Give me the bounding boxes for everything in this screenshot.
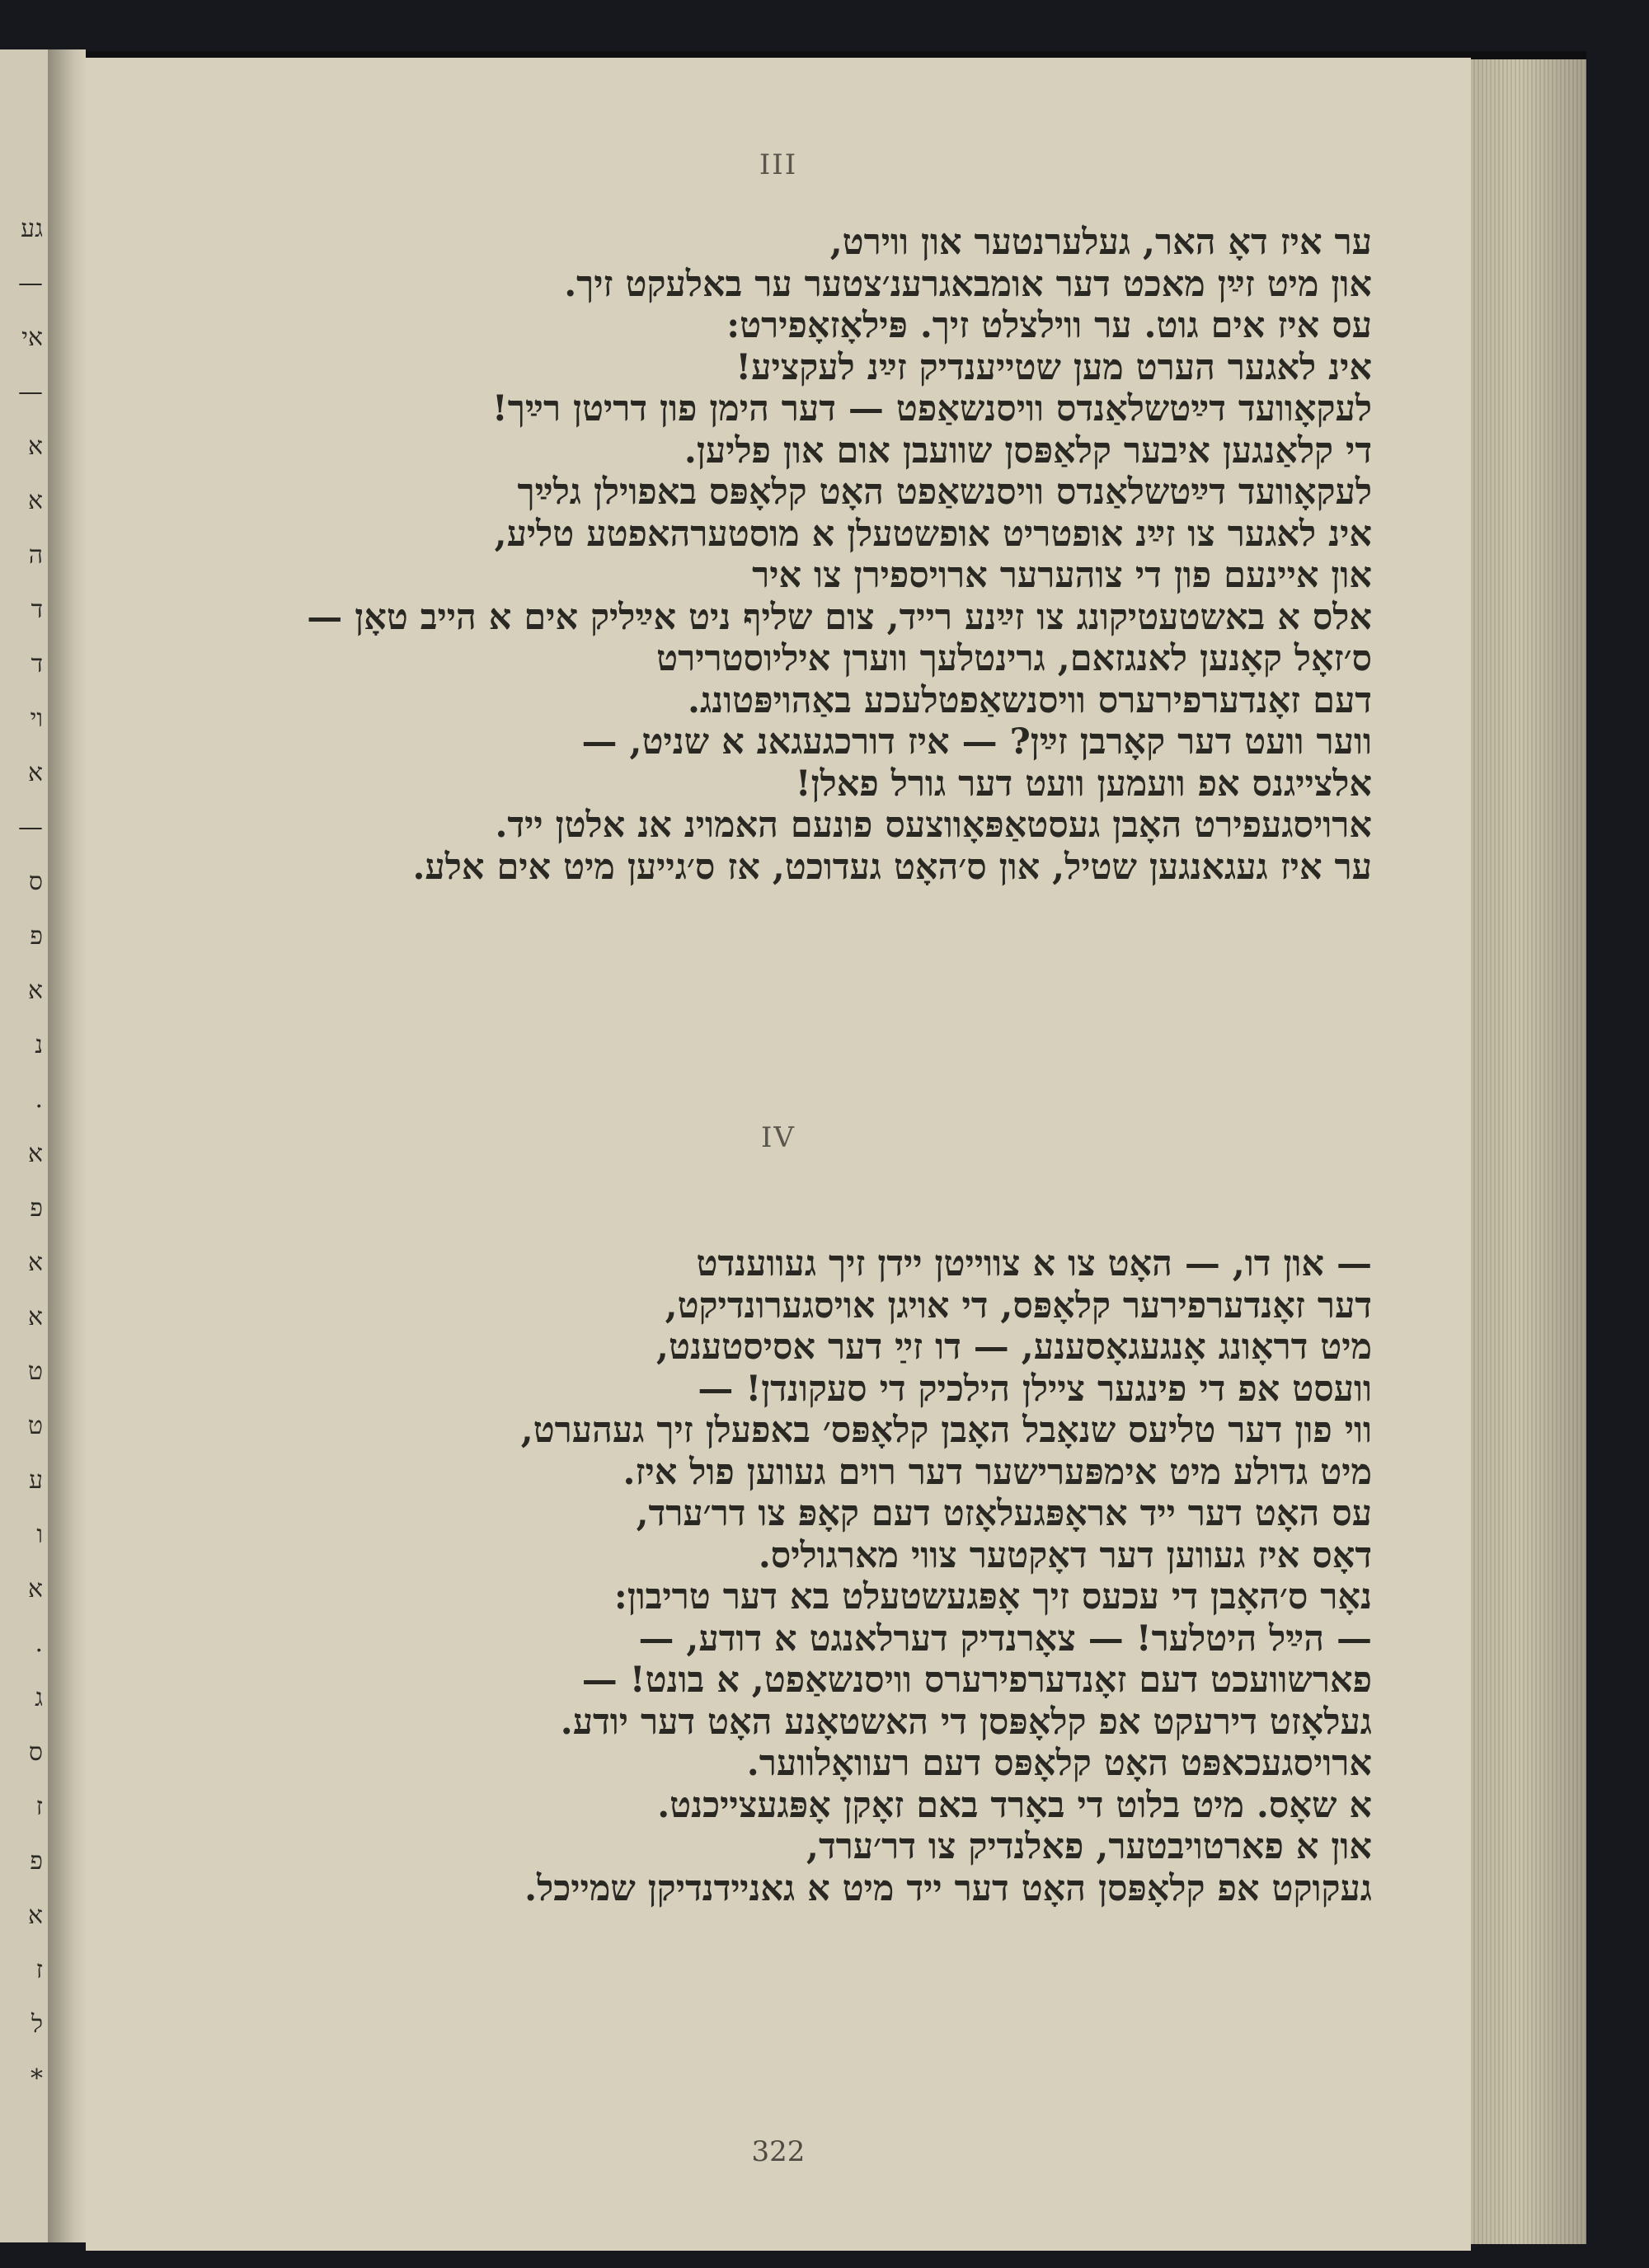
left-page-fragment: נ <box>35 1031 43 1059</box>
poem-line: ווי פון דער טליעס שנאָבל האָבן קלאָפּס׳ באפעלן זיך געהערט, <box>520 1410 1372 1451</box>
poem-line: דעם זאָנדערפירערס וויסנשאַפטלעכע באַהויפּטונג. <box>688 679 1372 721</box>
left-page-fragment: ג <box>35 1683 43 1712</box>
left-page-fragment: אי <box>21 323 43 352</box>
poem-line: געקוקט אפ קלאָפּסן האָט דער ייד מיט א גאנײדנדיקן שמייכל. <box>524 1867 1372 1909</box>
cover-top <box>0 0 1649 51</box>
left-page-fragment: — <box>18 269 43 298</box>
poem-line: נאָר ס׳האָבן די עכעס זיך אָפּגעשטעלט בא דער טריבון: <box>613 1576 1372 1618</box>
left-page-fragment: א <box>27 1901 43 1930</box>
left-page-fragment: פ <box>30 1194 43 1223</box>
left-page-fragment: ו <box>36 1520 43 1549</box>
poem-line: עס האָט דער ייד אראָפּגעלאָזט דעם קאָפּ צו דר׳ערד, <box>636 1493 1372 1534</box>
section-number: III <box>759 148 798 181</box>
left-page-fragment: א <box>27 976 43 1005</box>
left-page-fragment: וי <box>30 704 43 733</box>
poem-line: און א פארטויבטער, פאלנדיק צו דר׳ערד, <box>806 1826 1372 1867</box>
left-page-fragment: ד <box>31 650 43 679</box>
left-page-fragment: ז <box>35 1792 43 1821</box>
poem-line: פארשוועכט דעם זאָנדערפירערס וויסנשאַפט, א בונט! — <box>581 1660 1372 1701</box>
left-page-fragment: ה <box>28 541 43 570</box>
left-page-fragment: פ <box>30 922 43 951</box>
poem-line: ער איז דאָ האר, געלערנטער און ווירט, <box>829 222 1372 263</box>
left-page-fragment: . <box>35 1085 43 1114</box>
page-number: 322 <box>751 2135 806 2168</box>
left-page-fragment: ט <box>27 1357 43 1386</box>
left-page-fragment: א <box>27 1139 43 1168</box>
poem-line: און מיט זײַן מאכט דער אומבאגרענ׳צטער ער באלעקט זיך. <box>564 263 1372 305</box>
left-page-fragment: א <box>27 432 43 461</box>
poem-line: א שאָס. מיט בלוט די באָרד באם זאָקן אָפּגעצייכנט. <box>657 1784 1372 1826</box>
left-page-fragment: ל <box>31 2010 43 2039</box>
left-page-fragment: א <box>27 758 43 787</box>
poem-line: דאָס איז געווען דער דאָקטער צווי מארגוליס. <box>758 1534 1372 1576</box>
poem-line: אלס א באשטעטיקונג צו זײַנע רייד, צום שליף ניט אײַליק אים א הייב טאָן — <box>307 596 1372 638</box>
left-page-edge <box>0 49 48 2242</box>
left-page-fragment: ד <box>31 595 43 624</box>
poem-line: און איינעם פון די צוהערער ארויספירן צו איר <box>752 555 1372 596</box>
left-page-fragment: . <box>35 1629 43 1658</box>
left-page-fragment: ז <box>35 1956 43 1984</box>
cover-right <box>1586 0 1649 2268</box>
poem-line: עס איז אים גוט. ער ווילצלט זיך. פּילאָזאָפירט: <box>726 305 1372 346</box>
poem-line: ארויסגעפירט האָבן געסטאַפּאָווצעס פונעם האמוינ אנ אלטן ייד. <box>495 805 1372 846</box>
poem-line: מיט גדולע מיט אימפּערישער דער רוים געווען פול איז. <box>622 1451 1372 1493</box>
section-number: IV <box>761 1121 796 1154</box>
left-page-fragment: ט <box>27 1411 43 1440</box>
left-page-fragment: — <box>18 378 43 406</box>
left-page-fragment: — <box>18 813 43 842</box>
right-page <box>86 58 1471 2251</box>
left-page-fragment: פ <box>30 1847 43 1876</box>
left-page-fragment: ס <box>28 1738 43 1767</box>
left-page-fragment: ע <box>29 1466 43 1495</box>
poem-line: אלצייגנס אפ וועמען וועט דער גורל פאלן! <box>795 763 1372 805</box>
poem-line: אינ לאגער צו זײַנ אופטריט אופשטעלן א מוסטערהאפטע טליע, <box>494 513 1372 555</box>
poem-line: ארויסגעכאפּט האָט קלאָפּס דעם רעוואָלווער. <box>746 1743 1372 1784</box>
left-page-fragment: א <box>27 1303 43 1331</box>
poem-line: אינ לאגער הערט מען שטייענדיק זײַנ לעקציע! <box>735 346 1372 388</box>
poem-line: מיט דראָונג אָנגעגאָסענע, — דו זײַ דער אסיסטענט, <box>656 1327 1372 1368</box>
poem-line: — הײַל היטלער! — צאָרנדיק דערלאנגט א דודע, — <box>638 1618 1372 1660</box>
poem-line: וועסט אפ די פינגער ציילן הילכיק די סעקונדן! — <box>698 1368 1372 1410</box>
poem-line: לעקאָוועד דײַטשלאַנדס וויסנשאַפט האָט קלאָפּס באפוילן גלײַך <box>517 472 1372 513</box>
poem-line: ס׳זאָל קאָנען לאנגזאם, גרינטלעך ווערן איליוסטרירט <box>656 638 1372 679</box>
book-gutter <box>48 49 86 2242</box>
left-page-fragment: א <box>27 1248 43 1277</box>
poem-line: ער איז געגאנגען שטיל, און ס׳האָט געדוכט, אז ס׳גייען מיט אים אלע. <box>412 846 1372 888</box>
left-page-fragment: א <box>27 486 43 515</box>
left-page-fragment: ס <box>28 867 43 896</box>
poem-line: די קלאַנגען איבער קלאַפּסן שוועבן אום און פליען. <box>684 430 1372 472</box>
left-page-fragment: גע <box>21 214 43 243</box>
left-page-fragment: א <box>27 1575 43 1604</box>
left-page-fragment: * <box>31 2064 43 2093</box>
poem-line: געלאָזט דירעקט אפ קלאָפּסן די האשטאָנע האָט דער יודע. <box>560 1701 1372 1743</box>
poem-line: — און דו, — האָט צו א צווייטן יידן זיך געווענדט <box>696 1243 1372 1284</box>
poem-line: ווער וועט דער קאָרבן זײַן? — איז דורכגעגאנ א שניט, — <box>581 721 1372 763</box>
poem-line: לעקאָוועד דײַטשלאַנדס וויסנשאַפט — דער הימן פון דריטן רײַך! <box>491 388 1372 430</box>
poem-line: דער זאָנדערפירער קלאָפּס, די אויגן אויסגערונדיקט, <box>665 1284 1372 1327</box>
